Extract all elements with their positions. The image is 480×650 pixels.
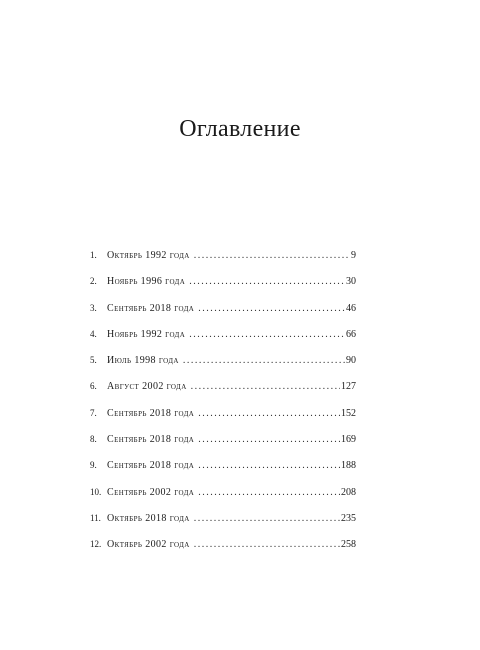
chapter-title: Сентябрь 2018 года — [107, 407, 195, 419]
chapter-number: 11. — [90, 512, 101, 523]
chapter-number: 10. — [90, 486, 102, 497]
dot-leader — [194, 513, 340, 524]
chapter-number: 12. — [90, 539, 102, 550]
toc-entry[interactable] — [90, 276, 356, 302]
chapter-title: Октябрь 2002 года — [107, 539, 190, 551]
page-number: 235 — [341, 512, 356, 524]
chapter-title: Сентябрь 2018 года — [107, 434, 195, 446]
table-of-contents — [90, 250, 356, 566]
page-number: 169 — [341, 434, 356, 446]
dot-leader — [189, 329, 345, 340]
page-number: 127 — [341, 381, 356, 393]
toc-entry[interactable] — [90, 329, 356, 355]
chapter-title: Сентябрь 2018 года — [107, 302, 195, 314]
toc-entry[interactable] — [90, 434, 356, 460]
dot-leader — [183, 355, 345, 366]
toc-entry[interactable] — [90, 487, 356, 513]
toc-entry[interactable] — [90, 381, 356, 407]
dot-leader — [198, 460, 340, 471]
chapter-number: 5. — [90, 355, 97, 366]
chapter-number: 4. — [90, 328, 97, 339]
toc-entry[interactable] — [90, 513, 356, 539]
page-number: 258 — [341, 539, 356, 551]
toc-entry[interactable] — [90, 408, 356, 434]
dot-leader — [198, 303, 345, 314]
page-number: 188 — [341, 460, 356, 472]
page-number: 30 — [346, 276, 356, 288]
chapter-title: Ноябрь 1992 года — [107, 328, 186, 340]
chapter-title: Сентябрь 2002 года — [107, 486, 195, 498]
chapter-number: 8. — [90, 434, 97, 445]
chapter-title: Октябрь 1992 года — [107, 250, 190, 261]
page-number: 90 — [346, 355, 356, 367]
chapter-title: Август 2002 года — [107, 381, 187, 393]
chapter-number: 2. — [90, 276, 97, 287]
chapter-number: 9. — [90, 460, 97, 471]
page-number: 66 — [346, 328, 356, 340]
dot-leader — [191, 381, 340, 392]
toc-entry[interactable] — [90, 460, 356, 486]
toc-entry[interactable] — [90, 303, 356, 329]
page-number: 152 — [341, 407, 356, 419]
chapter-number: 7. — [90, 407, 97, 418]
chapter-number: 6. — [90, 381, 97, 392]
dot-leader — [194, 539, 340, 550]
page-title: Оглавление — [179, 116, 301, 142]
toc-entry[interactable] — [90, 539, 356, 565]
dot-leader — [198, 408, 340, 419]
dot-leader — [198, 487, 340, 498]
chapter-title: Ноябрь 1996 года — [107, 276, 186, 288]
chapter-number: 1. — [90, 250, 97, 260]
chapter-number: 3. — [90, 302, 97, 313]
toc-entry[interactable] — [90, 355, 356, 381]
dot-leader — [198, 434, 340, 445]
page-number: 46 — [346, 302, 356, 314]
chapter-title: Октябрь 2018 года — [107, 512, 190, 524]
dot-leader — [194, 250, 350, 261]
page-number: 208 — [341, 486, 356, 498]
dot-leader — [189, 276, 345, 287]
chapter-title: Июль 1998 года — [107, 355, 179, 367]
chapter-title: Сентябрь 2018 года — [107, 460, 195, 472]
page-number: 9 — [351, 250, 356, 261]
toc-entry[interactable] — [90, 250, 356, 276]
